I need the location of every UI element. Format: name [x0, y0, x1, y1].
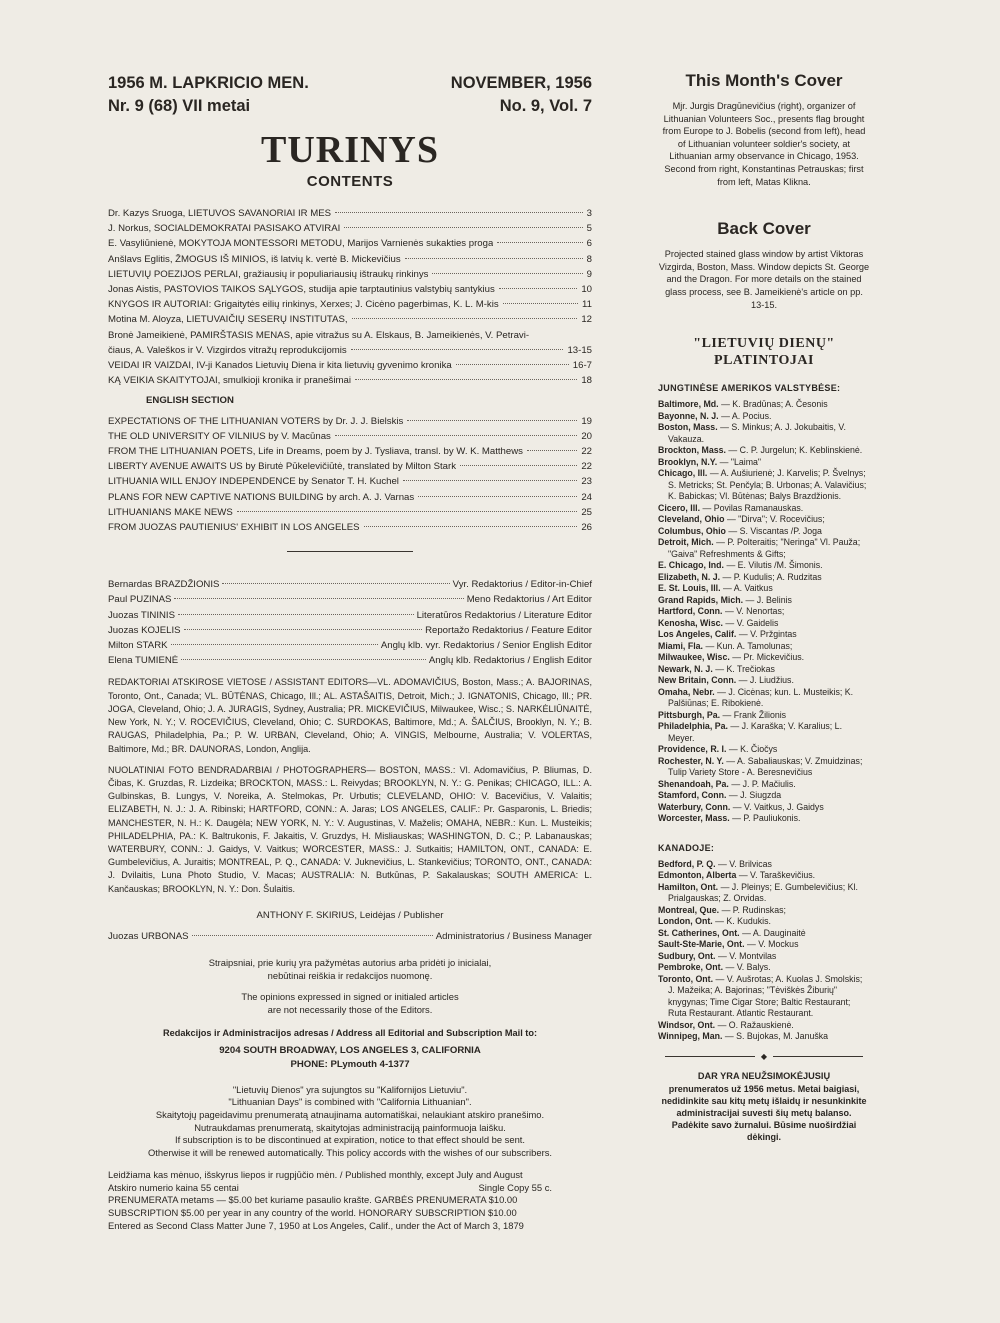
administrator-row: [108, 931, 592, 942]
distributor-city: Toronto, Ont.: [658, 973, 714, 984]
dot-leader: [222, 583, 449, 584]
staff-row: [108, 577, 592, 592]
distributor-entry: [658, 514, 870, 526]
distributor-entry: [658, 859, 870, 871]
editorial-staff: [108, 577, 592, 668]
distributor-entry: [658, 457, 870, 469]
staff-role: Literatūros Redaktorius / Literature Editor: [416, 609, 592, 621]
toc-entry[interactable]: [108, 343, 592, 358]
toc-entry-title: J. Norkus, SOCIALDEMOKRATAI PASISAKO ATVIRAI: [108, 223, 341, 235]
distributor-names: — A. Aušiurienė; J. Karvelis; P. Švelnys; S. Metricks; St. Penčyla; B. Urbonas; A. Valavičius; K. Babickas; Vl. Būtėnas; Balys Brazdžionis.: [668, 468, 867, 502]
distributor-names: — K. Čiočys: [728, 744, 778, 755]
disclaimer-lt-line: nebūtinai reiškia ir redakcijos nuomonę.: [267, 969, 433, 981]
page-title: TURINYS: [260, 129, 440, 171]
distributor-names: — J. Cicėnas; kun. L. Musteikis; K. Palšiūnas; E. Ribokienė.: [668, 686, 854, 709]
contents-column: [108, 72, 592, 1232]
dot-leader: [178, 614, 414, 615]
toc-entry-page: 13-15: [567, 344, 592, 356]
toc-entry-title: VEIDAI IR VAIZDAI, IV-ji Kanados Lietuvių Diena ir kita lietuvių gyvenimo kronika: [108, 360, 452, 372]
back-cover-caption: Projected stained glass window by artist Viktoras Vizgirda, Boston, Mass. Window depicts St. George and the Dragon. For more details on the stained glass process, see B. Jameikienė's article on pp. 13-15.: [658, 249, 870, 310]
distributor-names: — S. Viscantas /P. Joga: [728, 525, 822, 536]
distributor-city: Cleveland, Ohio: [658, 514, 725, 525]
distributor-entry: [658, 583, 870, 595]
distributor-city: London, Ont.: [658, 916, 713, 927]
phone-line: PHONE: PLymouth 4-1377: [290, 1058, 410, 1070]
dot-leader: [460, 465, 577, 466]
distributor-city: St. Catherines, Ont.: [658, 927, 740, 938]
distributor-entry: [658, 687, 870, 710]
dot-leader: [181, 659, 426, 660]
toc-entry-title: LIBERTY AVENUE AWAITS US by Birutė Pūkelevičiūtė, translated by Milton Stark: [108, 461, 457, 473]
distributor-city: E. St. Louis, Ill.: [658, 583, 721, 594]
dot-leader: [237, 511, 578, 512]
distributor-city: Bayonne, N. J.: [658, 410, 719, 421]
distributor-names: — Povilas Ramanauskas.: [702, 502, 804, 513]
distributor-city: Boston, Mass.: [658, 422, 718, 433]
toc-entry-page: 10: [581, 284, 592, 296]
dot-leader: [192, 935, 433, 936]
distributor-city: Grand Rapids, Mich.: [658, 594, 744, 605]
distributor-names: — S. Minkus; A. J. Jokubaitis, V. Vakauza.: [668, 422, 846, 444]
toc-entry[interactable]: [108, 282, 592, 297]
unpaid-notice-heading: DAR YRA NEUŽSIMOKĖJUSIŲ: [697, 1070, 831, 1081]
ornament-divider: [658, 1053, 870, 1061]
distributor-names: — V. Balys.: [725, 962, 771, 973]
distributor-names: — J. P. Mačiulis.: [731, 778, 796, 789]
staff-role: Meno Redaktorius / Art Editor: [466, 594, 592, 606]
distributor-names: — "Dirva"; V. Rocevičius;: [726, 514, 825, 525]
toc-entry-page: 5: [586, 223, 592, 235]
distributor-city: Waterbury, Conn.: [658, 801, 731, 812]
distributor-city: Kenosha, Wisc.: [658, 617, 723, 628]
distributor-entry: [658, 641, 870, 653]
toc-entry-page: 12: [581, 314, 592, 326]
distributor-entry: [658, 560, 870, 572]
staff-row: [108, 638, 592, 653]
distributors-heading: [658, 335, 870, 369]
page-subtitle: CONTENTS: [306, 173, 394, 190]
dot-leader: [335, 212, 583, 213]
section-divider: [287, 551, 413, 552]
toc-entry[interactable]: [108, 373, 592, 388]
toc-entry[interactable]: [108, 297, 592, 312]
staff-name: Juozas KOJELIS: [108, 624, 181, 636]
toc-entry-title: Dr. Kazys Sruoga, LIETUVOS SAVANORIAI IR MES: [108, 208, 332, 219]
disclaimer-lt-line: Straipsniai, prie kurių yra pažymėtas autorius arba pridėti jo inicialai,: [208, 956, 492, 968]
masthead-issue-lt: Nr. 9 (68) VII metai: [108, 97, 251, 115]
staff-role: Anglų klb. vyr. Redaktorius / Senior English Editor: [380, 640, 592, 652]
distributor-city: E. Chicago, Ind.: [658, 560, 724, 571]
disclaimer-en-line: are not necessarily those of the Editors.: [267, 1003, 433, 1015]
distributor-city: Brooklyn, N.Y.: [658, 456, 718, 467]
distributor-names: — V. Brilvicas: [717, 858, 772, 869]
staff-role: Anglų klb. Redaktorius / English Editor: [428, 655, 592, 667]
distributor-names: — P. Polteraitis; "Neringa" Vl. Pauža; "Gaiva" Refreshments & Gifts;: [668, 537, 861, 559]
distributor-entry: [658, 503, 870, 515]
distributor-names: — J. Pleinys; E. Gumbelevičius; Kl. Prialgauskas; Z. Orvidas.: [668, 881, 858, 904]
combined-note: "Lithuanian Days" is combined with "California Lithuanian".: [228, 1096, 472, 1108]
dot-leader: [405, 258, 583, 259]
dot-leader: [527, 450, 577, 451]
dot-leader: [364, 526, 578, 527]
distributor-names: — V. Aušrotas; A. Kuolas J. Smolskis; J. Mažeika; A. Bajorinas; "Tėviškės Žiburių" knygynas; Time Cigar Store; Baltic Restaurant; Ruta Restaurant. Atlantic Restaurant.: [668, 973, 863, 1019]
distributor-city: Montreal, Que.: [658, 904, 720, 915]
distributor-city: Shenandoah, Pa.: [658, 778, 729, 789]
distributor-entry: [658, 537, 870, 560]
distributor-names: — A. Sabaliauskas; V. Zmuidzinas; Tulip Variety Store - A. Beresnevičius: [668, 755, 863, 778]
distributor-names: — P. Pauliukonis.: [732, 813, 801, 824]
distributor-names: — Frank Žilionis: [722, 709, 787, 720]
toc-entry-title: KNYGOS IR AUTORIAI: Grigaitytės eilių rinkinys, Xerxes; J. Cicėno pagerbimas, K. L. M-kis: [108, 299, 499, 311]
combined-note: "Lietuvių Dienos" yra sujungtos su "Kalifornijos Lietuviu".: [232, 1083, 468, 1095]
dot-leader: [344, 227, 582, 228]
dot-leader: [335, 435, 577, 436]
toc-entry[interactable]: [108, 490, 592, 505]
subscription-price-en: SUBSCRIPTION $5.00 per year in any country of the world. HONORARY SUBSCRIPTION $10.00: [108, 1207, 517, 1219]
toc-entry[interactable]: [108, 505, 592, 520]
distributor-entry: [658, 664, 870, 676]
toc-entry-title: LITHUANIA WILL ENJOY INDEPENDENCE by Senator T. H. Kuchel: [108, 476, 399, 488]
distributor-entry: [658, 939, 870, 951]
distributor-entry: [658, 813, 870, 825]
distributor-names: — V. Montvilas: [717, 950, 777, 961]
disclaimer: [108, 956, 592, 1016]
distributor-names: — S. Bujokas, M. Januška: [724, 1031, 829, 1042]
divider-line: [665, 1056, 755, 1057]
staff-row: [108, 653, 592, 668]
distributor-entry: [658, 399, 870, 411]
toc-entry-title: FROM JUOZAS PAUTIENIUS' EXHIBIT IN LOS ANGELES: [108, 522, 360, 534]
toc-entry-page: 22: [581, 461, 592, 473]
publication-frequency: Leidžiama kas mėnuo, išskyrus liepos ir rugpjūčio mėn. / Published monthly, except July and August: [108, 1169, 523, 1181]
distributor-city: Winnipeg, Man.: [658, 1031, 723, 1042]
distributor-names: — P. Kudulis; A. Rudzitas: [722, 571, 822, 582]
dot-leader: [171, 644, 378, 645]
distributor-names: — J. Liudžius.: [738, 675, 794, 686]
renewal-note: Otherwise it will be renewed automatically. This policy accords with the wishes of our subscribers.: [148, 1146, 552, 1158]
cover-heading: This Month's Cover: [685, 71, 843, 90]
staff-name: Elena TUMIENĖ: [108, 655, 179, 667]
masthead-issue-en: No. 9, Vol. 7: [499, 97, 592, 115]
dot-leader: [352, 318, 578, 319]
toc-entry-page: 16-7: [572, 360, 592, 372]
toc-entry-page: 3: [586, 208, 592, 219]
toc-entry[interactable]: [108, 459, 592, 474]
toc-entry[interactable]: [108, 429, 592, 444]
distributor-names: — P. Rudinskas;: [721, 904, 786, 915]
distributor-entry: [658, 951, 870, 963]
distributor-entry: [658, 744, 870, 756]
toc-entry-page: 24: [581, 491, 592, 503]
divider-line: [773, 1056, 863, 1057]
toc-entry[interactable]: [108, 444, 592, 459]
distributor-names: — "Laima": [719, 456, 762, 467]
dot-leader: [497, 242, 582, 243]
distributor-names: — K. Trečiokas: [715, 663, 775, 674]
canada-heading: KANADOJE:: [658, 842, 715, 853]
distributor-entry: [658, 411, 870, 423]
toc-entry-page: 26: [581, 522, 592, 534]
toc-entry-page: 25: [581, 506, 592, 518]
distributor-names: — K. Kudukis.: [715, 916, 771, 927]
mailing-entry: Entered as Second Class Matter June 7, 1950 at Los Angeles, Calif., under the Act of March 3, 1879: [108, 1219, 524, 1231]
renewal-note: Nutraukdamas prenumeratą, skaitytojas administraciją painformuoja laišku.: [194, 1121, 506, 1133]
toc-entry-title: EXPECTATIONS OF THE LITHUANIAN VOTERS by Dr. J. J. Bielskis: [108, 415, 404, 427]
distributor-names: — Pr. Mickevičius.: [732, 652, 805, 663]
distributor-city: Sudbury, Ont.: [658, 950, 716, 961]
toc-entry-page: 19: [581, 415, 592, 427]
distributor-entry: [658, 652, 870, 664]
distributor-city: Cicero, Ill.: [658, 502, 701, 513]
staff-row: [108, 608, 592, 623]
dot-leader: [351, 349, 564, 350]
distributor-city: Hartford, Conn.: [658, 606, 723, 617]
distributors-heading-line: PLATINTOJAI: [714, 353, 814, 369]
toc-entry-page: 11: [582, 299, 592, 311]
masthead: [108, 72, 592, 118]
toc-entry[interactable]: [108, 358, 592, 373]
distributor-city: Windsor, Ont.: [658, 1019, 716, 1030]
toc-entry-title: LIETUVIŲ POEZIJOS PERLAI, gražiausių ir populiariausių ištraukų rinkinys: [108, 268, 429, 280]
publisher-line: ANTHONY F. SKIRIUS, Leidėjas / Publisher: [256, 909, 444, 921]
toc-entry-page: 20: [581, 430, 592, 442]
distributor-names: — V. Taraškevičius.: [738, 870, 816, 881]
dot-leader: [355, 379, 577, 380]
dot-leader: [407, 420, 577, 421]
distributor-entry: [658, 928, 870, 940]
toc-entry-page: 8: [586, 253, 592, 265]
toc-entry[interactable]: [108, 414, 592, 429]
distributor-names: — V. Mockus: [746, 939, 799, 950]
distributor-city: Edmonton, Alberta: [658, 870, 737, 881]
dot-leader: [184, 629, 423, 630]
distributor-city: Providence, R. I.: [658, 744, 727, 755]
distributor-names: — A. Dauginaitė: [742, 927, 806, 938]
distributor-entry: [658, 1020, 870, 1032]
dot-leader: [403, 480, 577, 481]
distributor-entry: [658, 916, 870, 928]
distributor-city: Bedford, P. Q.: [658, 858, 716, 869]
distributor-names: — V. Pržgintas: [738, 629, 797, 640]
subscription-notes: [108, 1084, 592, 1160]
distributor-city: Baltimore, Md.: [658, 399, 719, 410]
dot-leader: [456, 364, 569, 365]
distributor-names: — V. Gaidelis: [725, 617, 779, 628]
toc-entry-title: E. Vasyliūnienė, MOKYTOJA MONTESSORI METODU, Marijos Varnienės sukakties proga: [108, 238, 494, 250]
toc-entry[interactable]: [108, 206, 592, 221]
distributor-city: New Britain, Conn.: [658, 675, 737, 686]
distributor-city: Newark, N. J.: [658, 663, 713, 674]
distributor-names: — A. Pocius.: [721, 410, 772, 421]
distributor-city: Milwaukee, Wisc.: [658, 652, 730, 663]
distributor-entry: [658, 468, 870, 503]
distributor-entry: [658, 962, 870, 974]
address-heading: Redakcijos ir Administracijos adresas / Address all Editorial and Subscription Mail to:: [162, 1027, 538, 1038]
toc-entry-title: PLANS FOR NEW CAPTIVE NATIONS BUILDING by arch. A. J. Varnas: [108, 491, 415, 503]
staff-name: Paul PUZINAS: [108, 594, 172, 606]
distributor-entry: [658, 445, 870, 457]
english-section-heading: ENGLISH SECTION: [146, 395, 234, 407]
toc-entry-title: Jonas Aistis, PASTOVIOS TAIKOS SĄLYGOS, studija apie tarptautinius valstybių santykius: [108, 284, 495, 296]
toc-entry[interactable]: [108, 221, 592, 236]
table-of-contents: [108, 206, 592, 535]
distributor-entry: [658, 629, 870, 641]
dot-leader: [499, 288, 578, 289]
toc-entry-title: LITHUANIANS MAKE NEWS: [108, 506, 233, 518]
distributor-city: Worcester, Mass.: [658, 813, 730, 824]
distributor-entry: [658, 790, 870, 802]
distributor-entry: [658, 974, 870, 1020]
toc-entry-page: 22: [581, 446, 592, 458]
distributor-entry: [658, 882, 870, 905]
distributor-entry: [658, 710, 870, 722]
publication-info: [108, 1169, 592, 1232]
distributor-names: — V. Nenortas;: [724, 606, 785, 617]
staff-name: Juozas TININIS: [108, 609, 176, 621]
distributor-entry: [658, 905, 870, 917]
toc-entry-page: 18: [581, 375, 592, 387]
toc-entry[interactable]: [108, 474, 592, 489]
distributor-city: Philadelphia, Pa.: [658, 721, 728, 732]
distributor-city: Los Angeles, Calif.: [658, 629, 737, 640]
staff-role: Reportažo Redaktorius / Feature Editor: [425, 624, 592, 636]
unpaid-notice-text: prenumeratos už 1956 metus. Metai baigiasi, nedidinkite sau kitų metų išlaidų ir nesunkinkite administracijai suvesti šių metų balanso. Padėkite savo žurnalui. Būsime nuoširdžiai dėkingi.: [661, 1083, 867, 1142]
toc-entry-page: 6: [586, 238, 592, 250]
distributor-city: Omaha, Nebr.: [658, 686, 715, 697]
toc-entry[interactable]: [108, 520, 592, 535]
distributors-heading-line: "LIETUVIŲ DIENŲ": [693, 336, 835, 352]
renewal-note: If subscription is to be discontinued at expiration, notice to that effect should be sent.: [174, 1134, 526, 1146]
address-line: 9204 SOUTH BROADWAY, LOS ANGELES 3, CALIFORNIA: [219, 1044, 481, 1056]
back-cover-heading: Back Cover: [717, 219, 811, 239]
distributor-entry: [658, 779, 870, 791]
distributor-entry: [658, 802, 870, 814]
toc-entry-title: Motina M. Aloyza, LIETUVAIČIŲ SESERŲ INSTITUTAS,: [108, 314, 348, 326]
toc-entry-title: THE OLD UNIVERSITY OF VILNIUS by V. Macūnas: [108, 430, 331, 442]
toc-entry[interactable]: [108, 252, 592, 267]
distributor-city: Rochester, N. Y.: [658, 755, 724, 766]
distributor-entry: [658, 756, 870, 779]
toc-entry-page: 9: [586, 268, 592, 280]
administrator-name: Juozas URBONAS: [108, 930, 189, 942]
renewal-note: Skaitytojų pageidavimu prenumeratą atnaujinama automatiškai, nelaukiant atskiro pranešimo.: [155, 1108, 545, 1120]
distributor-entry: [658, 595, 870, 607]
toc-entry-title: čiaus, A. Valeškos ir V. Vizgirdos vitražų reprodukcijomis: [108, 344, 347, 356]
subscription-price-lt: PRENUMERATA metams — $5.00 bet kuriame pasaulio krašte. GARBĖS PRENUMERATA $10.00: [108, 1194, 518, 1206]
distributor-city: Pittsburgh, Pa.: [658, 709, 721, 720]
dot-leader: [503, 303, 578, 304]
distributor-names: — C. P. Jurgelun; K. Keblinskienė.: [728, 445, 863, 456]
distributor-names: — O. Ražauskienė.: [717, 1019, 794, 1030]
distributor-entry: [658, 422, 870, 445]
distributor-names: — V. Vaitkus, J. Gaidys: [732, 801, 824, 812]
distributor-city: Hamilton, Ont.: [658, 881, 719, 892]
usa-heading: JUNGTINĖSE AMERIKOS VALSTYBĖSE:: [658, 383, 841, 394]
distributor-entry: [658, 572, 870, 584]
single-copy-price-en: Single Copy 55 c.: [478, 1181, 552, 1193]
masthead-date-en: NOVEMBER, 1956: [450, 74, 592, 92]
canada-distributor-list: [658, 859, 870, 1043]
distributor-entry: [658, 675, 870, 687]
distributor-names: — K. Bradūnas; A. Česonis: [721, 399, 828, 410]
distributor-city: Detroit, Mich.: [658, 537, 714, 548]
masthead-date-lt: 1956 M. LAPKRICIO MEN.: [108, 74, 309, 92]
diamond-icon: ◆: [760, 1051, 768, 1061]
staff-name: Milton STARK: [108, 640, 168, 652]
distributor-names: — J. Siugzda: [728, 790, 782, 801]
distributor-city: Pembroke, Ont.: [658, 962, 724, 973]
staff-row: [108, 592, 592, 607]
staff-role: Vyr. Redaktorius / Editor-in-Chief: [452, 579, 592, 591]
distributor-city: Stamford, Conn.: [658, 790, 727, 801]
photographers: NUOLATINIAI FOTO BENDRADARBIAI / PHOTOGRAPHERS— BOSTON, MASS.: Vl. Adomavičius, P. Bliumas, D. Čibas, K. Gruzdas, R. Lizdeika; BROCKTON, MASS.: L. Reivydas; BROOKLYN, N. Y.: G. Penikas; CHICAGO, ILL.: A. Gulbinskas, B. Lungys, V. Noreika, A. Stelmokas, Pr. Urbutis; CLEVELAND, OHIO: V. Bacevičius, V. Valaitis; ELIZABETH, N. J.: J. A. Ribinski; HARTFORD, CONN.: A. Jaras; LOS ANGELES, CALIF.: Pr. Gasparonis, L. Briedis; MANCHESTER, N. H.: K. Daugėla; NEW YORK, N. Y.: V. Augustinas, V. Maželis; OMAHA, NEBR.: Kun. L. Musteikis; PHILADELPHIA, PA.: K. Baltrukonis, F. Jakaitis, V. Gruzdys, H. Misliauskas; WASHINGTON, D. C.; P. Labanauskas; WATERBURY, CONN.: J. Gaidys, V. Vaitkus; WORCESTER, MASS.: J. Sutkaitis; HAMILTON, ONT., CANADA: E. Gumbelevičius, A. Juraitis; MONTREAL, P. Q., CANADA: V. Juknevičius, L. Stankevičius; TORONTO, ONT., CANADA: J. Dvilaitis, Luna Photo Studio, V. Macas; AUSTRALIA: N. Butkūnas, P. Sakalauskas; SOUTH AMERICA: L. Kančauskas; BROOKLYN, N. Y.: Don. Šulaitis.: [108, 764, 592, 894]
distributor-names: — Kun. A. Tamolunas;: [705, 640, 793, 651]
distributor-entry: [658, 526, 870, 538]
distributor-city: Brockton, Mass.: [658, 445, 726, 456]
usa-distributor-list: [658, 399, 870, 825]
toc-entry[interactable]: Bronė Jameikienė, PAMIRŠTASIS MENAS, apie vitražus su A. Elskaus, B. Jameikienės, V. Petravi-: [108, 329, 530, 341]
distributor-entry: [658, 606, 870, 618]
sidebar-column: [658, 70, 870, 1143]
staff-name: Bernardas BRAZDŽIONIS: [108, 579, 220, 591]
assistant-editors: REDAKTORIAI ATSKIROSE VIETOSE / ASSISTANT EDITORS—VL. ADOMAVIČIUS, Boston, Mass.; A. BAJORINAS, Toronto, Ont., Canada; VL. BŪTĖNAS, Chicago, Ill.; AL. ASTAŠAITIS, Detroit, Mich.; J. IGNATONIS, Chicago, Ill.; PR. JOGA, Cleveland, Ohio; J. A. JURAGIS, Sydney, Australia; PR. MICKEVIČIUS, Milwaukee, Wisc.; S. NARKĖLIŪNAITĖ, New York, N. Y.; V. ROCEVIČIUS, Cleveland, Ohio; C. SURDOKAS, Baltimore, Md.; A. ŠALČIUS, Brooklyn, N. Y.; B. RAUGAS, Philadelphia, Pa.; P. W. URBAN, Cleveland, Ohio; A. VINGIS, Melbourne, Australia; V. VOLERTAS, Baltimore, Md.; BR. DAUNORAS, London, Anglija.: [108, 677, 592, 754]
toc-entry[interactable]: [108, 312, 592, 327]
distributor-names: — E. Vilutis /M. Šimonis.: [726, 560, 823, 571]
toc-entry-title: FROM THE LITHUANIAN POETS, Life in Dreams, poem by J. Tysliava, transl. by W. K. Matthews: [108, 446, 523, 458]
cover-caption: Mjr. Jurgis Dragūnevičius (right), organizer of Lithuanian Volunteers Soc., presents flag brought from Europe to J. Bobelis (second from left), head of Lithuanian volunteer soldier's society, at Lithuanian army observance in Chicago, 1953. Second from right, Konstantinas Petrauskas; first from left, Matas Klikna.: [662, 101, 866, 187]
distributor-entry: [658, 721, 870, 744]
distributor-names: — A. Vaitkus: [723, 583, 773, 594]
dot-leader: [174, 598, 463, 599]
dot-leader: [432, 273, 582, 274]
disclaimer-en-line: The opinions expressed in signed or initialed articles: [241, 990, 459, 1002]
toc-entry[interactable]: [108, 236, 592, 251]
distributor-entry: [658, 618, 870, 630]
toc-entry-title: Anšlavs Eglitis, ŽMOGUS IŠ MINIOS, iš latvių k. vertė B. Mickevičius: [108, 253, 401, 265]
distributor-city: Sault-Ste-Marie, Ont.: [658, 939, 745, 950]
distributor-city: Elizabeth, N. J.: [658, 571, 721, 582]
dot-leader: [418, 496, 577, 497]
single-copy-price-lt: Atskiro numerio kaina 55 centai: [108, 1181, 239, 1193]
distributor-city: Chicago, Ill.: [658, 468, 708, 479]
distributor-city: Columbus, Ohio: [658, 525, 726, 536]
distributor-city: Miami, Fla.: [658, 640, 703, 651]
administrator-role: Administratorius / Business Manager: [435, 930, 592, 942]
staff-row: [108, 623, 592, 638]
distributor-names: — J. Belinis: [745, 594, 792, 605]
distributor-entry: [658, 870, 870, 882]
toc-entry-title: KĄ VEIKIA SKAITYTOJAI, smulkioji kronika ir pranešimai: [108, 375, 351, 387]
distributor-entry: [658, 1031, 870, 1043]
distributor-names: — J. Karaška; V. Karalius; L. Meyer.: [668, 721, 843, 743]
address-block: [108, 1044, 592, 1072]
toc-entry-page: 23: [581, 476, 592, 488]
toc-entry[interactable]: [108, 267, 592, 282]
